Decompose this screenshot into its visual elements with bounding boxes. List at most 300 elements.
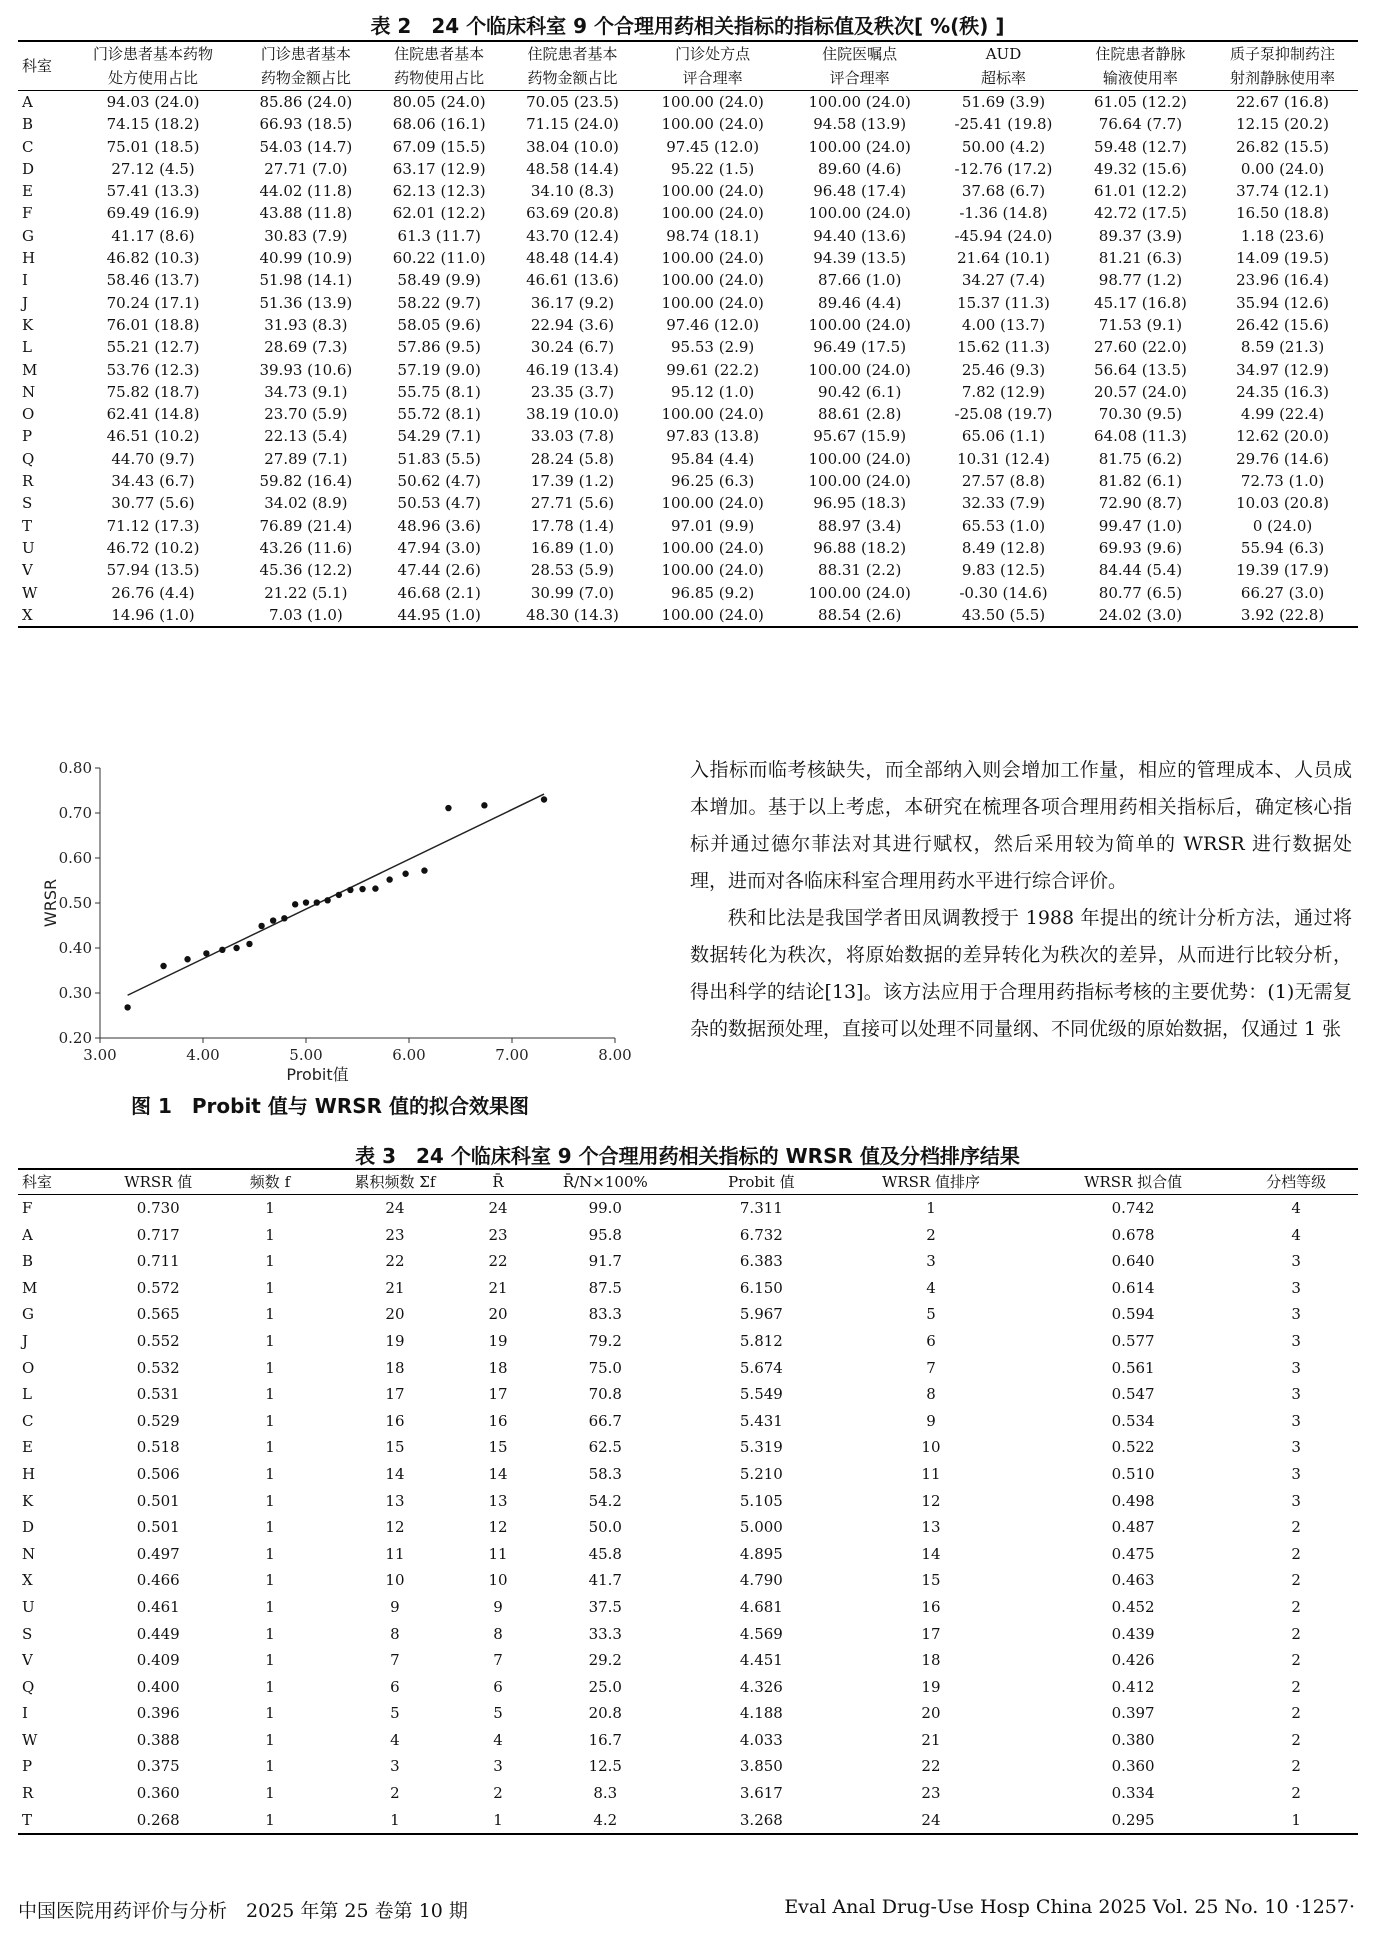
- data-point: [386, 876, 392, 882]
- table-cell: 0.388: [136, 1730, 180, 1749]
- header-line: 评合理率: [829, 69, 890, 87]
- table-cell: 0.534: [1111, 1411, 1155, 1430]
- table-row: [18, 1381, 1358, 1408]
- table3-column-header: WRSR 拟合值: [1084, 1173, 1183, 1191]
- table-cell: 24.02 (3.0): [1098, 605, 1183, 624]
- table-row: [18, 582, 1358, 604]
- table-cell: 96.48 (17.4): [813, 182, 907, 201]
- table-cell: 37.68 (6.7): [961, 182, 1046, 201]
- table-cell: 22: [921, 1757, 941, 1776]
- table-cell: C: [22, 137, 34, 156]
- table-cell: 70.30 (9.5): [1098, 405, 1183, 424]
- data-point: [270, 917, 276, 923]
- table-cell: 2: [390, 1784, 400, 1803]
- table-row: [18, 180, 1358, 202]
- table-cell: 3.850: [739, 1757, 783, 1776]
- table-cell: 8.49 (12.8): [961, 538, 1046, 557]
- table-row: [18, 269, 1358, 291]
- table-cell: 34.73 (9.1): [264, 382, 348, 401]
- table-cell: 51.83 (5.5): [397, 449, 481, 468]
- data-point: [258, 923, 264, 929]
- table-cell: 19: [385, 1331, 405, 1350]
- table-cell: 62.5: [588, 1438, 622, 1457]
- table-cell: 16: [488, 1411, 508, 1430]
- table-cell: 24.35 (16.3): [1236, 382, 1329, 401]
- table-cell: 23: [488, 1225, 508, 1244]
- table-cell: 65.06 (1.1): [961, 427, 1046, 446]
- table-cell: 0.529: [136, 1411, 180, 1430]
- table-cell: 47.44 (2.6): [397, 561, 481, 580]
- table-cell: G: [22, 1305, 34, 1324]
- table-cell: 1: [265, 1730, 275, 1749]
- table-cell: 2: [1291, 1730, 1301, 1749]
- table-cell: 19: [921, 1677, 941, 1696]
- table-cell: 1: [265, 1518, 275, 1537]
- table-cell: 99.0: [588, 1199, 622, 1217]
- table-cell: 0.268: [136, 1810, 180, 1829]
- table-cell: 48.30 (14.3): [526, 605, 619, 624]
- table-cell: 62.41 (14.8): [106, 405, 200, 424]
- table-cell: 71.12 (17.3): [106, 516, 200, 535]
- table-cell: 50.53 (4.7): [397, 494, 481, 513]
- table2-header-row: [18, 41, 1358, 91]
- table-cell: 20: [921, 1704, 941, 1723]
- table-cell: 0.497: [136, 1544, 180, 1563]
- table-cell: 96.95 (18.3): [813, 494, 907, 513]
- table-cell: 5: [493, 1704, 503, 1723]
- table-row: [18, 604, 1358, 627]
- table-cell: 8: [390, 1624, 400, 1643]
- table-cell: 5.549: [739, 1385, 783, 1404]
- table-cell: 47.94 (3.0): [397, 538, 481, 557]
- table-row: [18, 158, 1358, 180]
- table-cell: 81.82 (6.1): [1098, 472, 1183, 491]
- table-cell: 2: [1291, 1518, 1301, 1537]
- table-cell: 1: [265, 1544, 275, 1563]
- table-cell: 13: [488, 1491, 508, 1510]
- table-cell: 12.15 (20.2): [1236, 115, 1329, 134]
- table-cell: 89.37 (3.9): [1098, 226, 1183, 245]
- data-point: [421, 867, 427, 873]
- data-point: [402, 871, 408, 877]
- table-cell: 0.501: [136, 1518, 180, 1537]
- table-cell: 9: [390, 1597, 400, 1616]
- header-line: 住院患者基本: [394, 45, 485, 63]
- data-point: [246, 941, 252, 947]
- table-cell: 51.36 (13.9): [259, 293, 353, 312]
- table-cell: 84.44 (5.4): [1098, 561, 1183, 580]
- table-cell: 49.32 (15.6): [1094, 159, 1187, 178]
- table-cell: 46.72 (10.2): [106, 538, 200, 557]
- table-cell: 6.150: [739, 1278, 783, 1297]
- table-cell: 95.12 (1.0): [671, 382, 755, 401]
- table-cell: 5.319: [739, 1438, 783, 1457]
- table-row: [18, 1541, 1358, 1568]
- table-cell: 4.451: [739, 1651, 783, 1670]
- table-cell: 1: [265, 1385, 275, 1404]
- table-cell: 14: [921, 1544, 941, 1563]
- table-cell: 57.86 (9.5): [397, 338, 481, 357]
- table-cell: 6.732: [739, 1225, 783, 1244]
- table-cell: 2: [1291, 1624, 1301, 1643]
- table-cell: 0.711: [136, 1252, 180, 1271]
- table-cell: 6: [926, 1331, 936, 1350]
- table-cell: 69.49 (16.9): [106, 204, 200, 223]
- table-cell: 95.8: [588, 1225, 622, 1244]
- table-cell: 34.10 (8.3): [530, 182, 615, 201]
- table2-column-header: [933, 41, 1074, 91]
- table2-column-header: [18, 41, 67, 91]
- table-row: [18, 1248, 1358, 1275]
- table-cell: 3: [1291, 1278, 1301, 1297]
- table-row: [18, 1621, 1358, 1648]
- table-cell: 7: [390, 1651, 400, 1670]
- table-cell: 27.71 (7.0): [264, 159, 348, 178]
- table-cell: 76.01 (18.8): [106, 315, 200, 334]
- table-cell: 1: [926, 1199, 936, 1217]
- table-cell: 16: [921, 1597, 941, 1616]
- table-cell: 50.62 (4.7): [397, 472, 481, 491]
- table-cell: 1: [265, 1810, 275, 1829]
- table-cell: 39.93 (10.6): [259, 360, 353, 379]
- table-cell: 58.22 (9.7): [397, 293, 481, 312]
- table-cell: 1: [265, 1491, 275, 1510]
- table-cell: P: [22, 427, 33, 446]
- table-row: [18, 1594, 1358, 1621]
- table-cell: 10.31 (12.4): [957, 449, 1050, 468]
- table-cell: 0.577: [1111, 1331, 1155, 1350]
- table-cell: C: [22, 1411, 34, 1430]
- header-line: 药物金额占比: [260, 69, 351, 87]
- table-cell: 3: [1291, 1491, 1301, 1510]
- table-cell: 94.40 (13.6): [813, 226, 907, 245]
- table-cell: 74.15 (18.2): [106, 115, 200, 134]
- header-line: 处方使用占比: [108, 69, 199, 87]
- table-cell: 16: [385, 1411, 405, 1430]
- table3-header-row: [18, 1169, 1358, 1195]
- table3-column-header: 科室: [22, 1173, 53, 1191]
- table-cell: 5.967: [739, 1305, 783, 1324]
- table-cell: 3: [1291, 1358, 1301, 1377]
- table-cell: 9.83 (12.5): [961, 561, 1046, 580]
- table-cell: 71.15 (24.0): [526, 115, 619, 134]
- table-cell: 0.487: [1111, 1518, 1155, 1537]
- table-row: [18, 1727, 1358, 1754]
- table-cell: 70.05 (23.5): [526, 93, 619, 111]
- table-cell: 97.83 (13.8): [666, 427, 760, 446]
- table-cell: 55.21 (12.7): [106, 338, 200, 357]
- table-cell: 22: [488, 1252, 508, 1271]
- table-cell: 5.000: [739, 1518, 783, 1537]
- table-cell: 4: [390, 1730, 400, 1749]
- table-cell: A: [22, 1225, 33, 1244]
- table-cell: I: [22, 271, 28, 290]
- table-cell: 34.43 (6.7): [111, 472, 195, 491]
- table2-column-header: [1074, 41, 1207, 91]
- table-cell: E: [22, 182, 33, 201]
- table-cell: 100.00 (24.0): [661, 405, 764, 424]
- header-line: 科室: [22, 57, 53, 75]
- table-row: [18, 515, 1358, 537]
- table-cell: 28.69 (7.3): [264, 338, 348, 357]
- table-cell: 2: [1291, 1651, 1301, 1670]
- table-cell: 27.60 (22.0): [1094, 338, 1187, 357]
- table-cell: 43.88 (11.8): [259, 204, 353, 223]
- table3-column-header: WRSR 值排序: [881, 1173, 980, 1191]
- table-cell: 5: [926, 1305, 936, 1324]
- table-cell: 30.77 (5.6): [111, 494, 195, 513]
- table-cell: 10: [921, 1438, 941, 1457]
- table-cell: 0.572: [136, 1278, 180, 1297]
- table-cell: 1: [265, 1252, 275, 1271]
- table-cell: 27.12 (4.5): [111, 159, 195, 178]
- table-cell: 12.62 (20.0): [1236, 427, 1329, 446]
- table-cell: 89.60 (4.6): [818, 159, 902, 178]
- table-cell: 88.97 (3.4): [818, 516, 902, 535]
- table-cell: 1.18 (23.6): [1240, 226, 1325, 245]
- table-row: [18, 1301, 1358, 1328]
- table-cell: D: [22, 159, 35, 178]
- table-row: [18, 1195, 1358, 1222]
- table-cell: 43.50 (5.5): [961, 605, 1046, 624]
- table-cell: 7.03 (1.0): [269, 605, 343, 624]
- table-cell: 72.90 (8.7): [1098, 494, 1183, 513]
- table-cell: 1: [265, 1225, 275, 1244]
- table-row: [18, 1275, 1358, 1302]
- table-cell: 9: [926, 1411, 936, 1430]
- table-cell: 0.00 (24.0): [1240, 159, 1325, 178]
- table-cell: 10.03 (20.8): [1236, 494, 1329, 513]
- table2-column-header: [373, 41, 506, 91]
- table-cell: 95.22 (1.5): [671, 159, 755, 178]
- table-cell: 3.92 (22.8): [1240, 605, 1325, 624]
- table-cell: 100.00 (24.0): [661, 538, 764, 557]
- table-cell: 28.53 (5.9): [530, 561, 615, 580]
- table-cell: W: [22, 583, 38, 602]
- table-cell: -12.76 (17.2): [954, 159, 1053, 178]
- data-point: [445, 805, 451, 811]
- table-cell: 41.17 (8.6): [111, 226, 195, 245]
- table-cell: 11: [921, 1464, 941, 1483]
- table-cell: 44.70 (9.7): [111, 449, 195, 468]
- table-cell: V: [22, 1651, 33, 1670]
- table-cell: 0.360: [136, 1784, 180, 1803]
- table-cell: N: [22, 382, 36, 401]
- table-cell: E: [22, 1438, 33, 1457]
- table-cell: 0.412: [1111, 1677, 1155, 1696]
- table-cell: X: [22, 1571, 33, 1590]
- table-cell: 31.93 (8.3): [264, 315, 348, 334]
- table-row: [18, 247, 1358, 269]
- table-cell: 12.5: [588, 1757, 622, 1776]
- table-cell: 0.742: [1111, 1199, 1155, 1217]
- table3-column-header: R̄/N×100%: [562, 1173, 648, 1191]
- table-cell: 15: [921, 1571, 941, 1590]
- table-row: [18, 470, 1358, 492]
- table-cell: 16.89 (1.0): [530, 538, 615, 557]
- table-cell: 22.13 (5.4): [264, 427, 348, 446]
- table-cell: 4: [926, 1278, 936, 1297]
- table-cell: 69.93 (9.6): [1098, 538, 1183, 557]
- table-cell: 4.681: [739, 1597, 783, 1616]
- table-cell: 46.61 (13.6): [526, 271, 619, 290]
- table2-column-header: [639, 41, 786, 91]
- table-row: [18, 359, 1358, 381]
- table-row: [18, 1753, 1358, 1780]
- table-cell: 3: [1291, 1438, 1301, 1457]
- table-cell: 26.76 (4.4): [111, 583, 195, 602]
- table-cell: 100.00 (24.0): [661, 249, 764, 268]
- table-cell: 35.94 (12.6): [1236, 293, 1329, 312]
- table-cell: 0.565: [136, 1305, 180, 1324]
- table-cell: 0.501: [136, 1491, 180, 1510]
- table-cell: 70.24 (17.1): [106, 293, 200, 312]
- table-cell: 2: [1291, 1784, 1301, 1803]
- table-cell: F: [22, 204, 33, 223]
- table-row: [18, 1647, 1358, 1674]
- table-cell: 94.39 (13.5): [813, 249, 907, 268]
- table-cell: 25.0: [588, 1677, 622, 1696]
- x-tick-label: 6.00: [392, 1046, 426, 1064]
- table-cell: 3: [390, 1757, 400, 1776]
- table-cell: 75.0: [588, 1358, 622, 1377]
- footer-page: Eval Anal Drug-Use Hosp China 2025 Vol. 25 No. 10 ·1257·: [784, 1896, 1355, 1918]
- table-cell: 57.41 (13.3): [106, 182, 200, 201]
- table-cell: 45.17 (16.8): [1094, 293, 1187, 312]
- header-line: 评合理率: [682, 69, 743, 87]
- table-cell: 2: [1291, 1677, 1301, 1696]
- table-cell: 0.717: [136, 1225, 180, 1244]
- table-cell: 60.22 (11.0): [392, 249, 486, 268]
- table-cell: 0.594: [1111, 1305, 1155, 1324]
- table-cell: 23: [921, 1784, 941, 1803]
- table-cell: -25.41 (19.8): [954, 115, 1053, 134]
- table-cell: 40.99 (10.9): [259, 249, 353, 268]
- table-cell: 14.09 (19.5): [1236, 249, 1329, 268]
- table-cell: 7.82 (12.9): [961, 382, 1046, 401]
- table-cell: X: [22, 605, 33, 624]
- table-row: [18, 1488, 1358, 1515]
- header-line: 门诊患者基本药物: [93, 45, 214, 63]
- table-cell: 18: [921, 1651, 941, 1670]
- table-cell: 37.74 (12.1): [1236, 182, 1329, 201]
- table-cell: J: [22, 293, 29, 312]
- table-cell: 12: [921, 1491, 941, 1510]
- table-cell: 27.89 (7.1): [264, 449, 348, 468]
- table-cell: 0.463: [1111, 1571, 1155, 1590]
- data-point: [184, 956, 190, 962]
- table-cell: 32.33 (7.9): [961, 494, 1046, 513]
- table-cell: 96.25 (6.3): [671, 472, 755, 491]
- table-row: [18, 202, 1358, 224]
- table-row: [18, 537, 1358, 559]
- table-cell: 46.68 (2.1): [397, 583, 481, 602]
- table3: [18, 1168, 1358, 1835]
- table-cell: 25.46 (9.3): [961, 360, 1046, 379]
- table-row: [18, 1780, 1358, 1807]
- data-point: [481, 802, 487, 808]
- x-tick-label: 7.00: [495, 1046, 529, 1064]
- table-cell: 1: [265, 1571, 275, 1590]
- table-cell: 1: [265, 1278, 275, 1297]
- x-tick-label: 5.00: [289, 1046, 323, 1064]
- table-cell: 99.61 (22.2): [666, 360, 760, 379]
- table-cell: 24: [921, 1810, 941, 1829]
- table-cell: 100.00 (24.0): [808, 360, 911, 379]
- table-cell: 15.37 (11.3): [957, 293, 1050, 312]
- table-cell: 1: [265, 1784, 275, 1803]
- table-cell: K: [22, 315, 34, 334]
- table-cell: 5.674: [739, 1358, 783, 1377]
- table-cell: 100.00 (24.0): [808, 204, 911, 223]
- table-cell: 66.7: [588, 1411, 622, 1430]
- table-cell: 90.42 (6.1): [818, 382, 902, 401]
- table-cell: 100.00 (24.0): [808, 137, 911, 156]
- header-line: 门诊患者基本: [260, 45, 351, 63]
- table-cell: 97.01 (9.9): [671, 516, 755, 535]
- table-cell: 66.93 (18.5): [259, 115, 353, 134]
- table-cell: 87.5: [588, 1278, 622, 1297]
- table3-column-header: Probit 值: [728, 1173, 795, 1191]
- table-cell: 79.2: [588, 1331, 622, 1350]
- table-cell: 0 (24.0): [1252, 516, 1313, 535]
- table-cell: 21.64 (10.1): [957, 249, 1050, 268]
- table-cell: 15: [488, 1438, 508, 1457]
- table-cell: 28.24 (5.8): [530, 449, 615, 468]
- table-cell: 44.95 (1.0): [397, 605, 481, 624]
- table-cell: 3: [493, 1757, 503, 1776]
- table-row: [18, 1408, 1358, 1435]
- table-cell: 75.82 (18.7): [106, 382, 200, 401]
- table-cell: 62.13 (12.3): [392, 182, 486, 201]
- table-cell: 8: [926, 1385, 936, 1404]
- table-cell: 70.8: [588, 1385, 622, 1404]
- table-cell: 0.449: [136, 1624, 180, 1643]
- table-cell: 100.00 (24.0): [808, 315, 911, 334]
- table-row: [18, 1567, 1358, 1594]
- table-cell: 20.8: [588, 1704, 622, 1723]
- table-cell: 46.51 (10.2): [106, 427, 200, 446]
- footer-journal: 中国医院用药评价与分析 2025 年第 25 卷第 10 期: [18, 1900, 468, 1922]
- table-cell: 26.82 (15.5): [1236, 137, 1329, 156]
- table-cell: -25.08 (19.7): [954, 405, 1053, 424]
- table-cell: 1: [265, 1464, 275, 1483]
- table-cell: 0.730: [136, 1199, 180, 1217]
- table-cell: Q: [22, 449, 35, 468]
- table-cell: 100.00 (24.0): [808, 93, 911, 111]
- table-cell: 0.498: [1111, 1491, 1155, 1510]
- table-cell: 1: [265, 1438, 275, 1457]
- table-cell: 43.70 (12.4): [526, 226, 619, 245]
- table-cell: 0.561: [1111, 1358, 1155, 1377]
- table-cell: 100.00 (24.0): [661, 271, 764, 290]
- table-cell: 100.00 (24.0): [808, 472, 911, 491]
- table-cell: 50.00 (4.2): [961, 137, 1046, 156]
- y-tick-label: 0.50: [58, 894, 92, 912]
- table-cell: 51.98 (14.1): [259, 271, 353, 290]
- table-cell: 34.97 (12.9): [1236, 360, 1329, 379]
- table-cell: 58.46 (13.7): [106, 271, 200, 290]
- table-cell: Q: [22, 1677, 35, 1696]
- table-cell: 4.895: [739, 1544, 783, 1563]
- table-cell: 1: [265, 1757, 275, 1776]
- table-cell: 61.01 (12.2): [1094, 182, 1187, 201]
- table-cell: 100.00 (24.0): [661, 115, 764, 134]
- figure1-caption: 图 1 Probit 值与 WRSR 值的拟合效果图: [130, 1094, 530, 1118]
- table-cell: J: [22, 1331, 29, 1350]
- table-cell: 20: [385, 1305, 405, 1324]
- body-text: [690, 752, 1352, 1048]
